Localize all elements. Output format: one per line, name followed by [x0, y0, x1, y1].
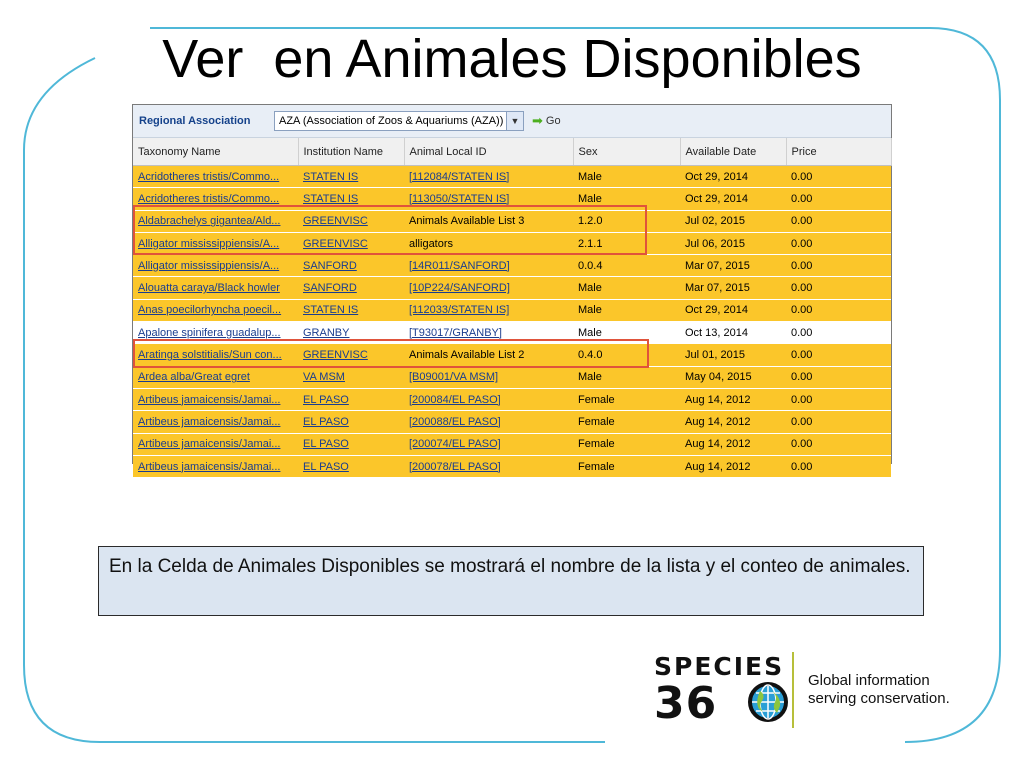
cell-sex: Male [573, 322, 680, 344]
cell-taxonomy-link[interactable]: Alligator mississippiensis/A... [138, 259, 280, 272]
cell-local-id-link[interactable]: [200088/EL PASO] [409, 415, 501, 428]
column-header-institution[interactable]: Institution Name [298, 138, 404, 166]
cell-local-id [404, 255, 573, 277]
cell-price: 0.00 [786, 166, 891, 188]
cell-available-date: Aug 14, 2012 [680, 388, 786, 410]
cell-local-id-link[interactable]: [T93017/GRANBY] [409, 326, 502, 339]
cell-local-id: alligators [404, 232, 573, 254]
cell-sex: Male [573, 277, 680, 299]
go-button[interactable] [532, 113, 561, 129]
column-header-sex[interactable]: Sex [573, 138, 680, 166]
cell-local-id [404, 277, 573, 299]
cell-institution [298, 455, 404, 477]
table-row[interactable] [133, 455, 891, 477]
cell-available-date: Aug 14, 2012 [680, 455, 786, 477]
cell-sex: Female [573, 388, 680, 410]
cell-institution [298, 255, 404, 277]
cell-available-date: Oct 29, 2014 [680, 299, 786, 321]
cell-sex: Female [573, 433, 680, 455]
cell-institution [298, 277, 404, 299]
cell-institution-link[interactable]: STATEN IS [303, 304, 359, 317]
cell-institution-link[interactable]: GREENVISC [303, 215, 368, 228]
cell-local-id-link[interactable]: [14R011/SANFORD] [409, 259, 510, 272]
cell-available-date: Oct 29, 2014 [680, 188, 786, 210]
chevron-down-icon[interactable]: ▼ [506, 112, 523, 130]
cell-institution-link[interactable]: EL PASO [303, 438, 349, 451]
cell-sex: 2.1.1 [573, 232, 680, 254]
cell-taxonomy [133, 388, 298, 410]
logo-tagline [808, 672, 950, 708]
column-header-taxonomy[interactable]: Taxonomy Name [133, 138, 298, 166]
cell-taxonomy-link[interactable]: Aldabrachelys gigantea/Ald... [138, 215, 281, 228]
cell-taxonomy [133, 299, 298, 321]
cell-local-id: Animals Available List 2 [404, 344, 573, 366]
cell-institution-link[interactable]: GRANBY [303, 326, 350, 339]
cell-taxonomy [133, 255, 298, 277]
cell-local-id: Animals Available List 3 [404, 210, 573, 232]
cell-available-date: Jul 02, 2015 [680, 210, 786, 232]
cell-available-date: May 04, 2015 [680, 366, 786, 388]
cell-taxonomy-link[interactable]: Artibeus jamaicensis/Jamai... [138, 460, 281, 473]
table-row[interactable] [133, 388, 891, 410]
cell-sex: Male [573, 299, 680, 321]
table-row[interactable] [133, 411, 891, 433]
cell-institution-link[interactable]: STATEN IS [303, 192, 359, 205]
available-animals-table [133, 138, 892, 478]
table-row[interactable] [133, 299, 891, 321]
association-select-value: AZA (Association of Zoos & Aquariums (AZA)) [279, 115, 504, 127]
cell-taxonomy-link[interactable]: Apalone spinifera guadalup... [138, 326, 281, 339]
go-button-label: Go [545, 115, 561, 127]
table-row[interactable] [133, 255, 891, 277]
cell-price: 0.00 [786, 433, 891, 455]
association-select[interactable] [274, 111, 524, 131]
cell-sex: Male [573, 366, 680, 388]
cell-price: 0.00 [786, 388, 891, 410]
cell-taxonomy [133, 277, 298, 299]
column-header-local-id[interactable]: Animal Local ID [404, 138, 573, 166]
cell-price: 0.00 [786, 322, 891, 344]
cell-local-id [404, 433, 573, 455]
highlight-box-row-9 [133, 339, 649, 368]
filter-toolbar [133, 105, 891, 138]
table-row[interactable] [133, 433, 891, 455]
cell-taxonomy [133, 433, 298, 455]
globe-icon [748, 682, 788, 722]
cell-price: 0.00 [786, 232, 891, 254]
table-row[interactable] [133, 277, 891, 299]
cell-taxonomy-link[interactable]: Artibeus jamaicensis/Jamai... [138, 415, 281, 428]
cell-institution-link[interactable]: SANFORD [303, 282, 357, 295]
cell-institution [298, 366, 404, 388]
cell-available-date: Aug 14, 2012 [680, 433, 786, 455]
cell-institution-link[interactable]: GREENVISC [303, 237, 368, 250]
cell-taxonomy-link[interactable]: Alouatta caraya/Black howler [138, 282, 280, 295]
cell-local-id-link[interactable]: [200078/EL PASO] [409, 460, 501, 473]
cell-institution-link[interactable]: STATEN IS [303, 170, 359, 183]
logo-word-species: SPECIES [654, 652, 785, 681]
cell-sex: 1.2.0 [573, 210, 680, 232]
cell-available-date: Oct 13, 2014 [680, 322, 786, 344]
cell-local-id-link[interactable]: [B09001/VA MSM] [409, 371, 499, 384]
table-header-row [133, 138, 891, 166]
cell-sex: 0.4.0 [573, 344, 680, 366]
cell-taxonomy-link[interactable]: Anas poecilorhyncha poecil... [138, 304, 282, 317]
cell-taxonomy-link[interactable]: Acridotheres tristis/Commo... [138, 170, 280, 183]
cell-local-id [404, 166, 573, 188]
cell-institution [298, 411, 404, 433]
regional-association-label: Regional Association [139, 115, 251, 127]
cell-taxonomy-link[interactable]: Alligator mississippiensis/A... [138, 237, 280, 250]
cell-taxonomy [133, 366, 298, 388]
cell-price: 0.00 [786, 277, 891, 299]
cell-taxonomy-link[interactable]: Ardea alba/Great egret [138, 371, 250, 384]
cell-sex: Female [573, 411, 680, 433]
species360-logo [652, 652, 962, 730]
slide-title: Ver en Animales Disponibles [162, 29, 862, 89]
cell-local-id-link[interactable]: [112033/STATEN IS] [409, 304, 510, 317]
cell-institution-link[interactable]: GREENVISC [303, 349, 368, 362]
cell-institution [298, 433, 404, 455]
cell-sex: Male [573, 188, 680, 210]
cell-sex: 0.0.4 [573, 255, 680, 277]
cell-local-id-link[interactable]: [10P224/SANFORD] [409, 282, 510, 295]
cell-local-id-link[interactable]: [113050/STATEN IS] [409, 192, 510, 205]
cell-local-id [404, 411, 573, 433]
cell-price: 0.00 [786, 344, 891, 366]
table-row[interactable] [133, 166, 891, 188]
cell-local-id [404, 455, 573, 477]
cell-available-date: Mar 07, 2015 [680, 255, 786, 277]
cell-taxonomy-link[interactable]: Artibeus jamaicensis/Jamai... [138, 393, 281, 406]
cell-local-id-link[interactable]: [112084/STATEN IS] [409, 170, 510, 183]
cell-price: 0.00 [786, 188, 891, 210]
cell-price: 0.00 [786, 366, 891, 388]
cell-available-date: Mar 07, 2015 [680, 277, 786, 299]
cell-price: 0.00 [786, 255, 891, 277]
cell-sex: Female [573, 455, 680, 477]
tagline-line-2: serving conservation. [808, 690, 950, 707]
cell-price: 0.00 [786, 299, 891, 321]
column-header-available-date[interactable]: Available Date [680, 138, 786, 166]
highlight-box-rows-3-4 [133, 205, 647, 255]
logo-word-36: 36 [654, 678, 718, 729]
cell-institution-link[interactable]: SANFORD [303, 259, 357, 272]
cell-taxonomy-link[interactable]: Artibeus jamaicensis/Jamai... [138, 438, 281, 451]
cell-available-date: Jul 01, 2015 [680, 344, 786, 366]
cell-institution-link[interactable]: VA MSM [303, 371, 345, 384]
cell-institution-link[interactable]: EL PASO [303, 393, 349, 406]
cell-institution [298, 299, 404, 321]
cell-available-date: Oct 29, 2014 [680, 166, 786, 188]
cell-sex: Male [573, 166, 680, 188]
cell-local-id [404, 366, 573, 388]
cell-taxonomy-link[interactable]: Aratinga solstitialis/Sun con... [138, 349, 282, 362]
cell-price: 0.00 [786, 210, 891, 232]
cell-taxonomy [133, 166, 298, 188]
cell-local-id-link[interactable]: [200084/EL PASO] [409, 393, 501, 406]
cell-local-id [404, 299, 573, 321]
cell-available-date: Jul 06, 2015 [680, 232, 786, 254]
cell-institution [298, 166, 404, 188]
cell-taxonomy-link[interactable]: Acridotheres tristis/Commo... [138, 192, 280, 205]
cell-taxonomy [133, 455, 298, 477]
column-header-price[interactable]: Price [786, 138, 891, 166]
tagline-line-1: Global information [808, 672, 930, 689]
cell-institution [298, 388, 404, 410]
cell-institution-link[interactable]: EL PASO [303, 460, 349, 473]
cell-institution-link[interactable]: EL PASO [303, 415, 349, 428]
cell-taxonomy [133, 411, 298, 433]
cell-available-date: Aug 14, 2012 [680, 411, 786, 433]
cell-price: 0.00 [786, 411, 891, 433]
app-screenshot [132, 104, 892, 473]
cell-price: 0.00 [786, 455, 891, 477]
table-row[interactable] [133, 366, 891, 388]
cell-local-id [404, 388, 573, 410]
callout-note: En la Celda de Animales Disponibles se mostrará el nombre de la lista y el conteo de animales. [98, 546, 924, 616]
logo-divider [792, 652, 794, 728]
arrow-right-icon: ➡ [532, 113, 543, 128]
cell-local-id-link[interactable]: [200074/EL PASO] [409, 438, 501, 451]
